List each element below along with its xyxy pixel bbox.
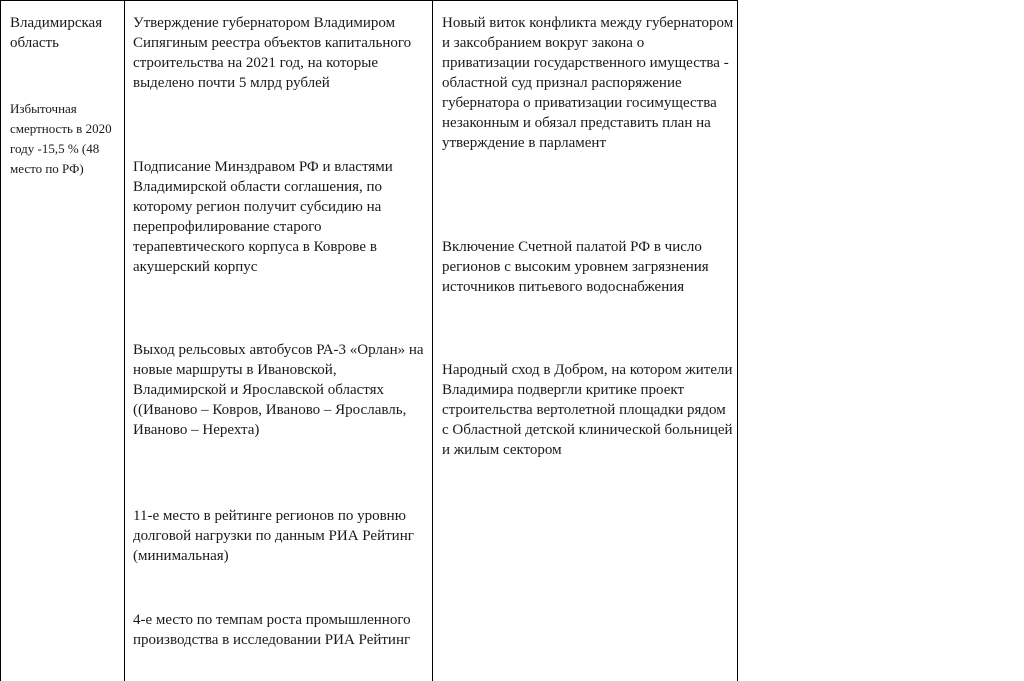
excess-mortality-stat: Избыточная смертность в 2020 году -15,5 % (48 место по РФ) xyxy=(10,101,112,176)
region-column xyxy=(0,0,125,681)
conflict-item: Народный сход в Добром, на котором жители Владимира подвергли критике проект строительства вертолетной площадки рядом с Областной детской клинической больницей и жилым сектором xyxy=(442,362,733,458)
conflicts-column xyxy=(432,0,738,681)
conflict-item: Новый виток конфликта между губернатором и заксобранием вокруг закона о приватизации государственного имущества - областной суд признал распоряжение губернатора о приватизации госимущества незаконным и обязал представить план на утверждение в парламент xyxy=(442,15,734,151)
event-item: Утверждение губернатором Владимиром Сипягиным реестра объектов капитального строительства на 2021 год, на которые выделено почти 5 млрд рублей xyxy=(133,15,412,91)
region-name: Владимирская область xyxy=(10,15,103,51)
event-item: Подписание Минздравом РФ и властями Владимирской области соглашения, по которому регион получит субсидию на перепрофилирование старого терапевтического корпуса в Коврове в акушерский корпус xyxy=(133,159,393,275)
event-item: Выход рельсовых автобусов РА-3 «Орлан» на новые маршруты в Ивановской, Владимирской и Ярославской областях ((Иваново – Ковров, Иваново – Ярославль, Иваново – Нерехта) xyxy=(133,342,424,438)
events-column xyxy=(124,0,433,681)
event-item: 4-е место по темпам роста промышленного производства в исследовании РИА Рейтинг xyxy=(133,612,411,648)
conflict-item: Включение Счетной палатой РФ в число регионов с высоким уровнем загрязнения источников питьевого водоснабжения xyxy=(442,239,709,295)
event-item: 11-е место в рейтинге регионов по уровню долговой нагрузки по данным РИА Рейтинг (минимальная) xyxy=(133,508,414,564)
